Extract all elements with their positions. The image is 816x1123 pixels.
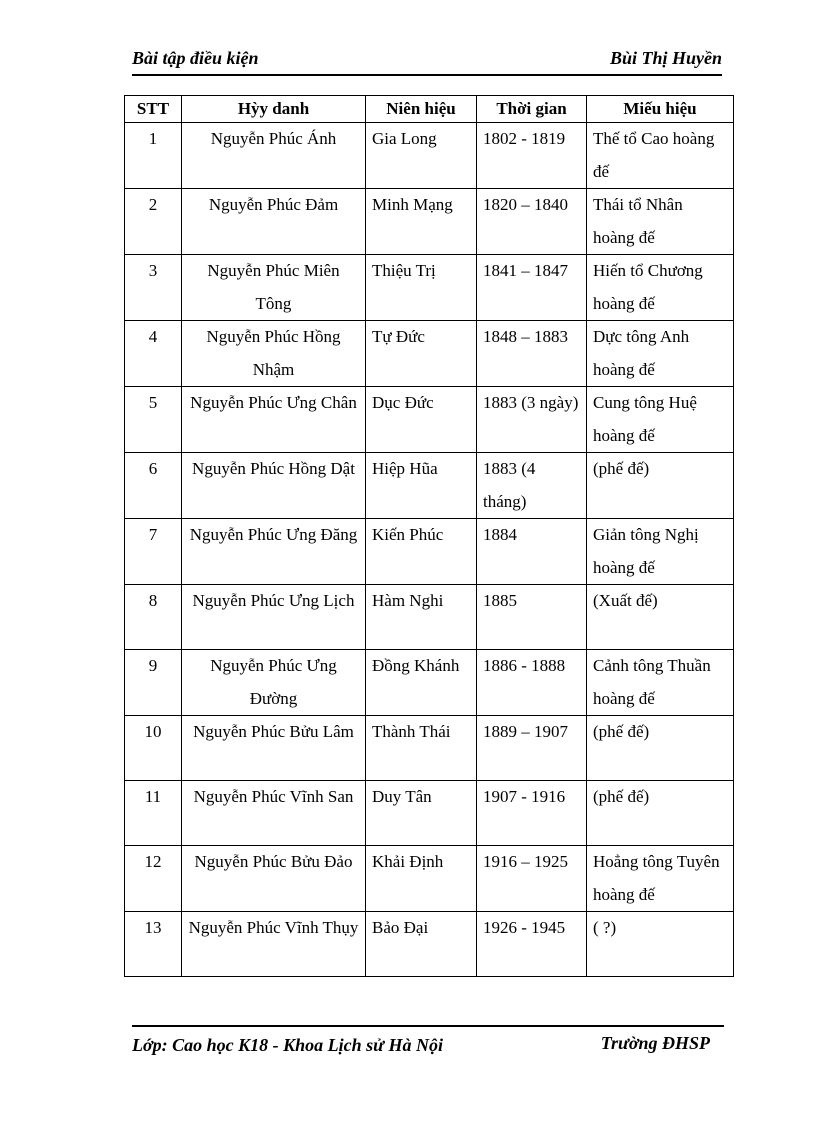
cell-time: 1883 (3 ngày) [477,387,587,453]
cell-stt: 4 [125,321,182,387]
cell-name: Nguyễn Phúc Miên Tông [182,255,366,321]
cell-era: Thiệu Trị [366,255,477,321]
cell-temple: Cảnh tông Thuần hoàng đế [587,650,734,716]
cell-time: 1886 - 1888 [477,650,587,716]
cell-time: 1916 – 1925 [477,846,587,912]
column-header-era: Niên hiệu [366,96,477,123]
cell-name: Nguyễn Phúc Ưng Lịch [182,585,366,650]
header-right-text: Bùi Thị Huyền [609,48,722,68]
cell-name: Nguyễn Phúc Vĩnh San [182,781,366,846]
cell-time: 1883 (4 tháng) [477,453,587,519]
cell-stt: 12 [125,846,182,912]
cell-era: Bảo Đại [366,912,477,977]
cell-time: 1889 – 1907 [477,716,587,781]
cell-temple: (Xuất đế) [587,585,734,650]
cell-name: Nguyễn Phúc Ưng Đăng [182,519,366,585]
cell-time: 1926 - 1945 [477,912,587,977]
table-row [125,255,734,321]
cell-era: Đồng Khánh [366,650,477,716]
cell-time: 1885 [477,585,587,650]
cell-era: Gia Long [366,123,477,189]
table-row [125,453,734,519]
cell-era: Khải Định [366,846,477,912]
table-row [125,123,734,189]
table-row [125,585,734,650]
cell-temple: Thái tổ Nhân hoàng đế [587,189,734,255]
page-footer [132,1025,724,1087]
table-row [125,716,734,781]
table-row [125,189,734,255]
cell-time: 1820 – 1840 [477,189,587,255]
cell-temple: Cung tông Huệ hoàng đế [587,387,734,453]
cell-time: 1848 – 1883 [477,321,587,387]
cell-name: Nguyễn Phúc Hồng Nhậm [182,321,366,387]
table-row [125,519,734,585]
column-header-name: Hỳy danh [182,96,366,123]
cell-stt: 8 [125,585,182,650]
cell-time: 1841 – 1847 [477,255,587,321]
cell-name: Nguyễn Phúc Ưng Chân [182,387,366,453]
cell-name: Nguyễn Phúc Đảm [182,189,366,255]
cell-temple: ( ?) [587,912,734,977]
cell-temple: Hoẳng tông Tuyên hoàng đế [587,846,734,912]
cell-name: Nguyễn Phúc Vĩnh Thụy [182,912,366,977]
cell-temple: (phế đế) [587,781,734,846]
cell-temple: Dực tông Anh hoàng đế [587,321,734,387]
cell-name: Nguyễn Phúc Ưng Đường [182,650,366,716]
cell-temple: Giản tông Nghị hoàng đế [587,519,734,585]
table-row [125,846,734,912]
cell-name: Nguyễn Phúc Hồng Dật [182,453,366,519]
table-row [125,321,734,387]
cell-era: Hàm Nghi [366,585,477,650]
cell-stt: 7 [125,519,182,585]
cell-temple: Hiến tổ Chương hoàng đế [587,255,734,321]
cell-era: Thành Thái [366,716,477,781]
cell-time: 1884 [477,519,587,585]
cell-name: Nguyễn Phúc Bửu Lâm [182,716,366,781]
column-header-temple: Miếu hiệu [587,96,734,123]
cell-era: Duy Tân [366,781,477,846]
cell-era: Hiệp Hũa [366,453,477,519]
cell-era: Tự Đức [366,321,477,387]
page-header [132,48,722,76]
cell-era: Dục Đức [366,387,477,453]
cell-era: Minh Mạng [366,189,477,255]
nguyen-kings-table [124,95,734,977]
column-header-time: Thời gian [477,96,587,123]
cell-stt: 1 [125,123,182,189]
cell-time: 1802 - 1819 [477,123,587,189]
header-left-text: Bài tập điều kiện [132,48,259,68]
cell-stt: 6 [125,453,182,519]
cell-stt: 9 [125,650,182,716]
cell-stt: 3 [125,255,182,321]
cell-time: 1907 - 1916 [477,781,587,846]
cell-temple: (phế đế) [587,453,734,519]
cell-name: Nguyễn Phúc Bửu Đảo [182,846,366,912]
table-row [125,912,734,977]
cell-name: Nguyễn Phúc Ánh [182,123,366,189]
cell-stt: 13 [125,912,182,977]
cell-temple: Thế tổ Cao hoàng đế [587,123,734,189]
footer-left-text: Lớp: Cao học K18 - Khoa Lịch sử Hà Nội [132,1035,443,1055]
cell-stt: 11 [125,781,182,846]
column-header-stt: STT [125,96,182,123]
cell-temple: (phế đế) [587,716,734,781]
table-row [125,781,734,846]
footer-right-text: Trường ĐHSP [600,1033,710,1053]
cell-era: Kiến Phúc [366,519,477,585]
cell-stt: 2 [125,189,182,255]
cell-stt: 10 [125,716,182,781]
table-header-row [125,96,734,123]
table-row [125,650,734,716]
cell-stt: 5 [125,387,182,453]
table-row [125,387,734,453]
